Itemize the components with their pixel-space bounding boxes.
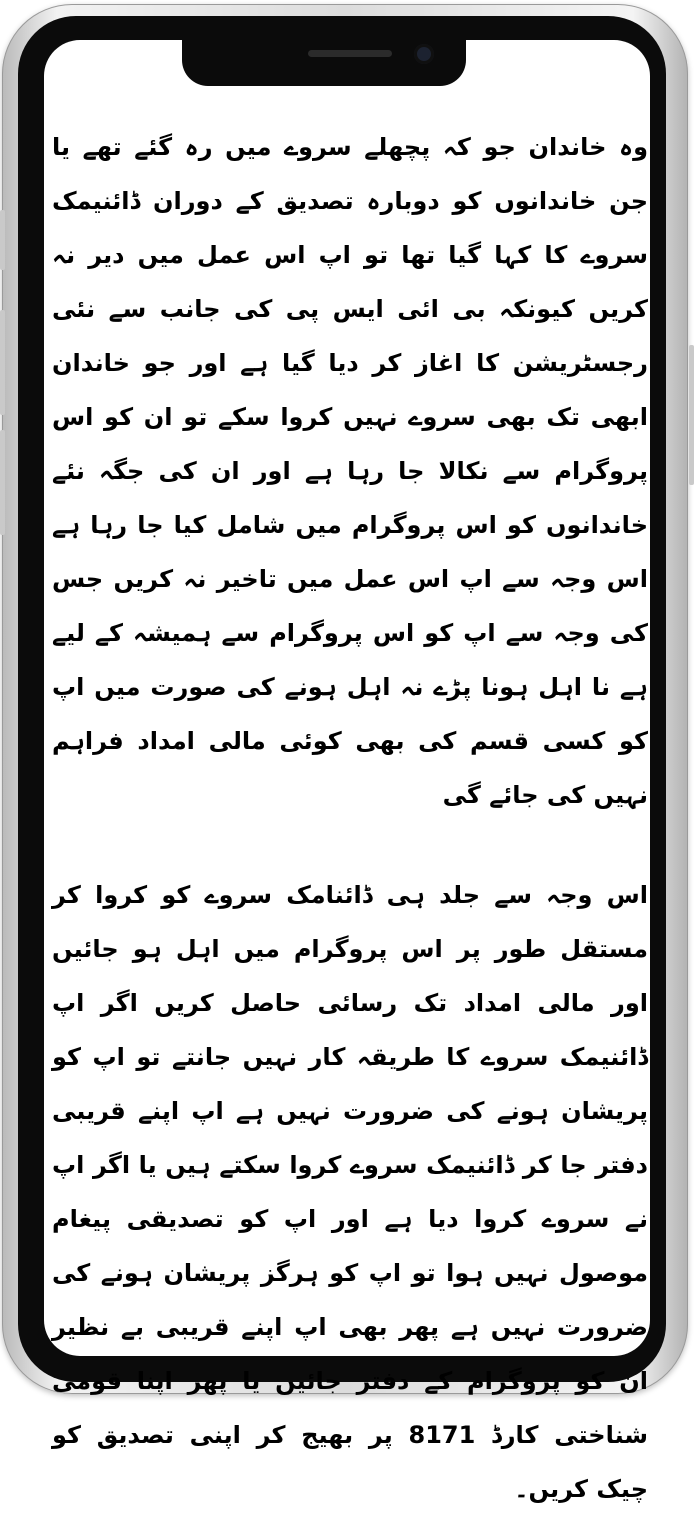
front-camera-icon bbox=[414, 44, 434, 64]
article-paragraph-2: اس وجہ سے جلد ہی ڈائنامک سروے کو کروا کر مستقل طور پر اس پروگرام میں اہل ہو جائیں اور مالی امداد تک رسائی حاصل کریں اگر اپ ڈائنیمک سروے کا طریقہ کار نہیں جانتے تو اپ کو پریشان ہونے کی ضرورت نہیں ہے اپ اپنے قریبی دفتر جا کر ڈائنیمک سروے کروا سکتے ہیں یا اگر اپ نے سروے کروا دیا ہے اور اپ کو تصدیقی پیغام موصول نہیں ہوا تو اپ کو ہرگز پریشان ہونے کی ضرورت نہیں ہے پھر بھی اپ اپنے قریبی بے نظیر ان کو پروگرام کے دفتر جائیں یا پھر اپنا قومی شناختی کارڈ 8171 پر بھیج کر اپنی تصدیق کو چیک کریں۔ bbox=[52, 881, 649, 1503]
phone-volume-up-button bbox=[0, 310, 5, 415]
speaker-grille bbox=[308, 50, 392, 57]
article-paragraph-1: وہ خاندان جو کہ پچھلے سروے میں رہ گئے تھے یا جن خاندانوں کو دوبارہ تصدیق کے دوران ڈائنیمک سروے کا کہا گیا تھا تو اپ اس عمل میں دیر نہ کریں کیونکہ بی ائی ایس پی کی جانب سے نئی رجسٹریشن کا اغاز کر دیا گیا ہے اور جو خاندان ابھی تک بھی سروے نہیں کروا سکے تو ان کو اس پروگرام سے نکالا جا رہا ہے اور ان کی جگہ نئے خاندانوں کو اس پروگرام میں شامل کیا جا رہا ہے اس وجہ سے اپ اس عمل میں تاخیر نہ کریں جس کی وجہ سے اپ کو اس پروگرام سے ہمیشہ کے لیے ہے نا اہل ہونا پڑے نہ اہل ہونے کی صورت میں اپ کو کسی قسم کی بھی کوئی مالی امداد فراہم نہیں کی جائے گی bbox=[52, 133, 648, 809]
phone-volume-down-button bbox=[0, 430, 5, 535]
phone-mute-switch bbox=[0, 210, 5, 270]
phone-power-button bbox=[689, 345, 694, 485]
article-body bbox=[52, 120, 648, 1516]
